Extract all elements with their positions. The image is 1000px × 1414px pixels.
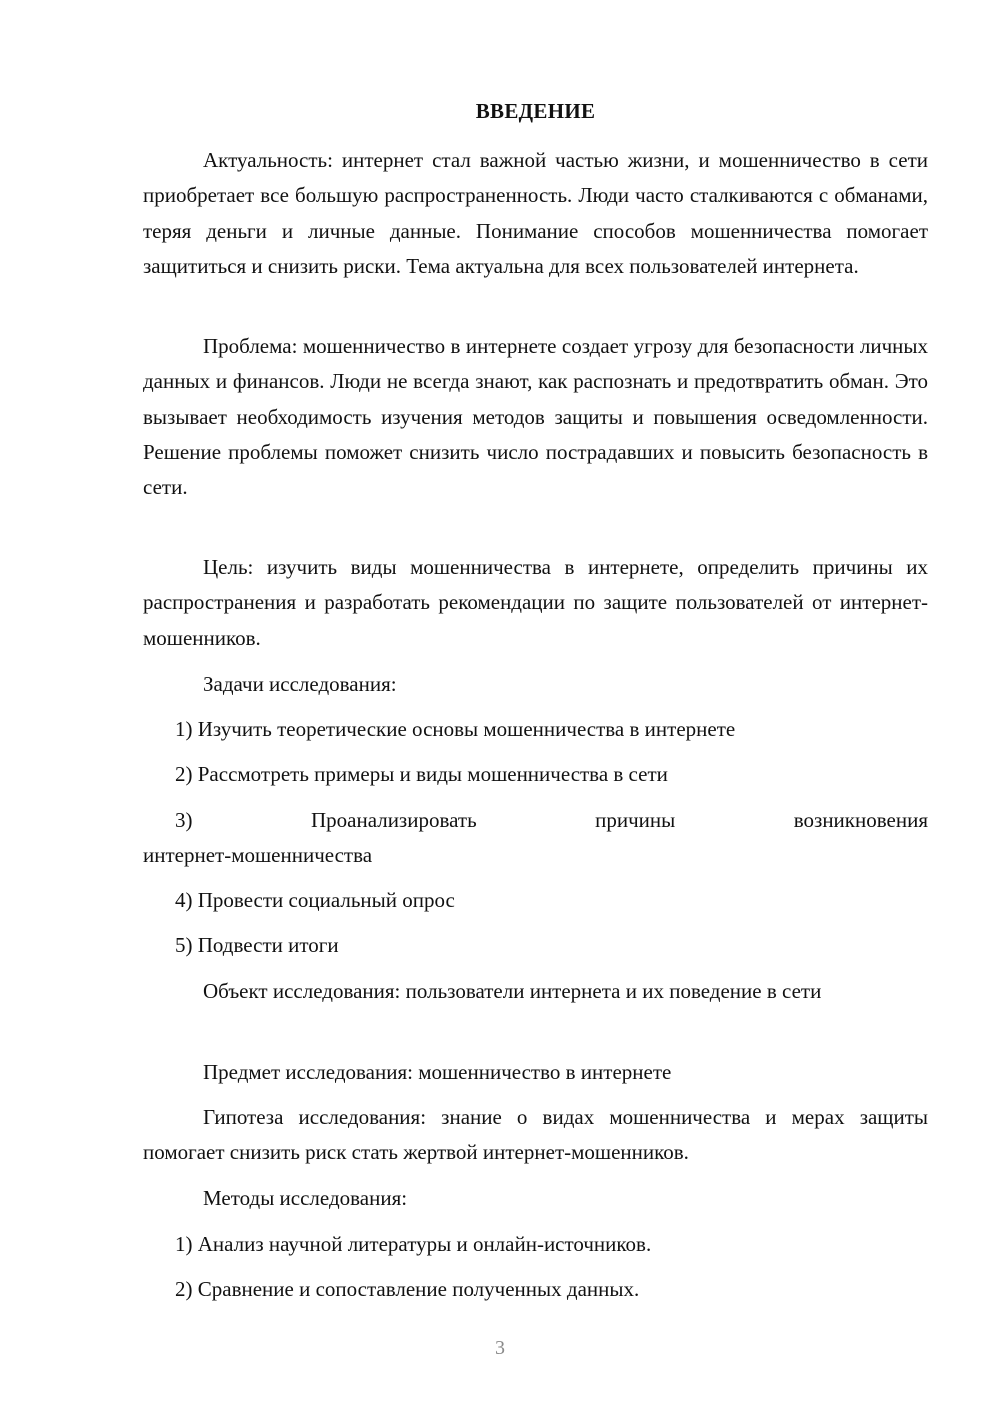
methods-heading: Методы исследования: <box>203 1186 408 1210</box>
paragraph-relevance: Актуальность: интернет стал важной частью жизни, и мошенничество в сети приобретает все большую распространенность. Люди часто сталкиваются с обманами, теряя деньги и личные данные. Понимание способов мошенничества помогает защититься и снизить риски. Тема актуальна для всех пользователей интернета. <box>143 148 928 278</box>
paragraph-problem: Проблема: мошенничество в интернете создает угрозу для безопасности личных данных и финансов. Люди не всегда знают, как распознать и предотвратить обман. Это вызывает необходимость изучения методов защиты и повышения осведомленности. Решение проблемы поможет снизить число пострадавших и повысить безопасность в сети. <box>143 334 928 500</box>
task-item-1: 1) Изучить теоретические основы мошенничества в интернете <box>175 717 736 741</box>
page-title: ВВЕДЕНИЕ <box>475 99 596 123</box>
method-item-2: 2) Сравнение и сопоставление полученных данных. <box>175 1277 640 1301</box>
page-number: 3 <box>495 1337 505 1359</box>
paragraph-hypothesis: Гипотеза исследования: знание о видах мошенничества и мерах защиты помогает снизить риск стать жертвой интернет-мошенников. <box>143 1105 928 1165</box>
task-item-4: 4) Провести социальный опрос <box>175 888 455 912</box>
task-item-3: 3) Проанализировать причины возникновения интернет-мошенничества <box>143 808 928 868</box>
paragraph-subject: Предмет исследования: мошенничество в интернете <box>203 1060 672 1084</box>
paragraph-goal: Цель: изучить виды мошенничества в интернете, определить причины их распространения и разработать рекомендации по защите пользователей от интернет-мошенников. <box>143 555 928 650</box>
task-item-5: 5) Подвести итоги <box>175 933 339 957</box>
task-item-2: 2) Рассмотреть примеры и виды мошенничества в сети <box>175 762 668 786</box>
method-item-1: 1) Анализ научной литературы и онлайн-источников. <box>175 1232 652 1256</box>
tasks-heading: Задачи исследования: <box>203 672 397 696</box>
paragraph-object: Объект исследования: пользователи интернета и их поведение в сети <box>203 979 822 1003</box>
